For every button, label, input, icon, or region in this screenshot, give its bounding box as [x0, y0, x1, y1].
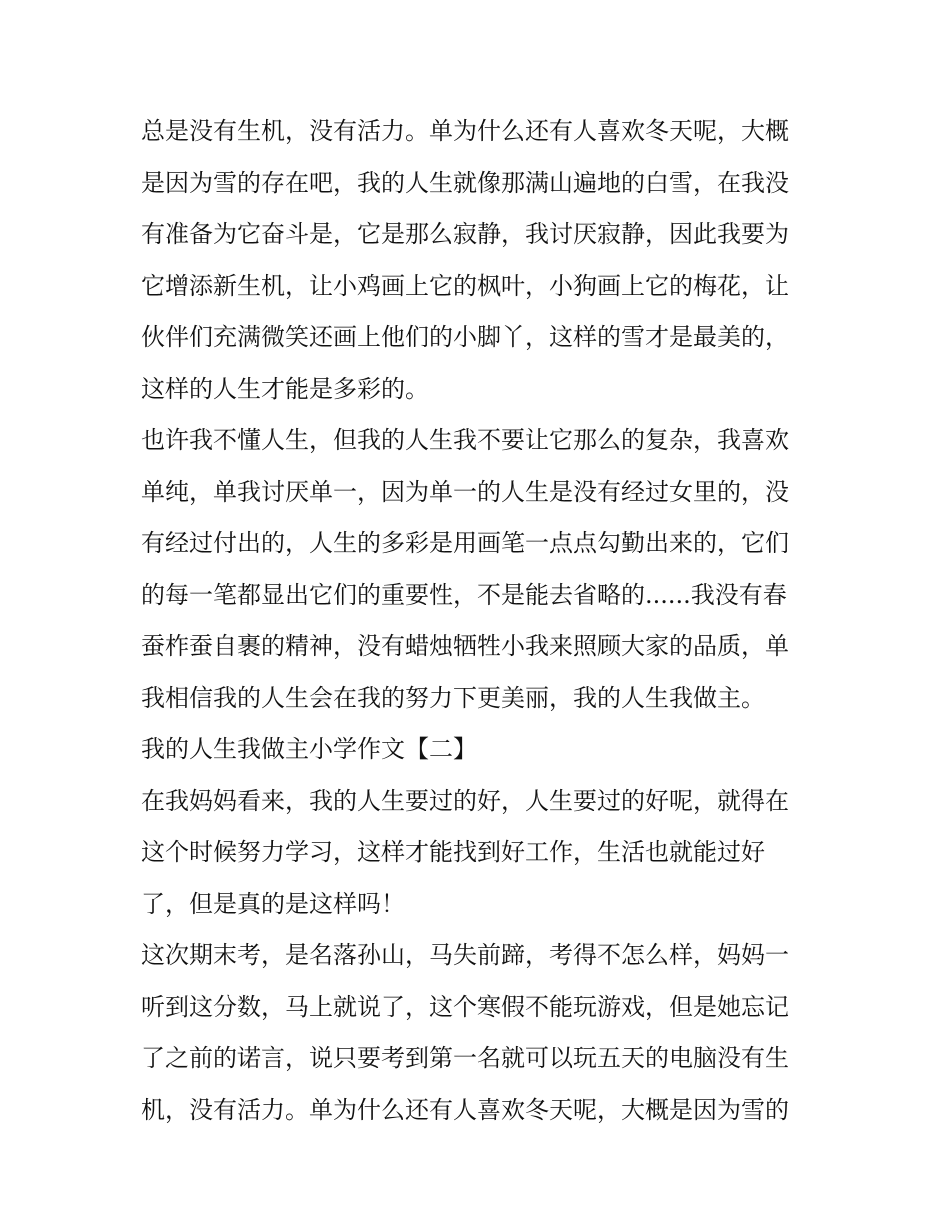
text-line: 这次期末考，是名落孙山，马失前蹄，考得不怎么样，妈妈一 [141, 941, 789, 969]
text-line: 在我妈妈看来，我的人生要过的好，人生要过的好呢，就得在 [141, 786, 789, 815]
text-line: 单纯，单我讨厌单一，因为单一的人生是没有经过女里的，没 [141, 477, 789, 506]
text-line: 这个时候努力学习，这样才能找到好工作，生活也就能过好 [141, 838, 765, 866]
text-line: 蚕柞蚕自裹的精神，没有蜡烛牺牲小我来照顾大家的品质，单 [141, 632, 789, 660]
text-line: 有经过付出的，人生的多彩是用画笔一点点勾勤出来的，它们 [141, 529, 789, 557]
text-line: 它增添新生机，让小鸡画上它的枫叶，小狗画上它的梅花，让 [141, 271, 789, 300]
text-line: 有准备为它奋斗是，它是那么寂静，我讨厌寂静，因此我要为 [141, 220, 789, 248]
text-line: 也许我不懂人生，但我的人生我不要让它那么的复杂，我喜欢 [141, 426, 789, 454]
section-heading: 我的人生我做主小学作文【二】 [141, 735, 477, 763]
text-line: 这样的人生才能是多彩的。 [141, 374, 429, 403]
text-line: 了，但是真的是这样吗！ [141, 889, 405, 918]
text-line: 总是没有生机，没有活力。单为什么还有人喜欢冬天呢，大概 [141, 117, 789, 145]
text-line: 了之前的诺言，说只要考到第一名就可以玩五天的电脑没有生 [141, 1044, 789, 1072]
document-body [141, 106, 821, 1136]
text-line: 机，没有活力。单为什么还有人喜欢冬天呢，大概是因为雪的 [141, 1095, 789, 1124]
text-line: 听到这分数，马上就说了，这个寒假不能玩游戏，但是她忘记 [141, 992, 789, 1021]
text-line: 我相信我的人生会在我的努力下更美丽，我的人生我做主。 [141, 683, 765, 712]
text-line: 的每一笔都显出它们的重要性，不是能去省略的......我没有春 [141, 580, 787, 609]
text-line: 伙伴们充满微笑还画上他们的小脚丫，这样的雪才是最美的， [141, 323, 789, 351]
text-line: 是因为雪的存在吧，我的人生就像那满山遍地的白雪，在我没 [141, 168, 789, 197]
